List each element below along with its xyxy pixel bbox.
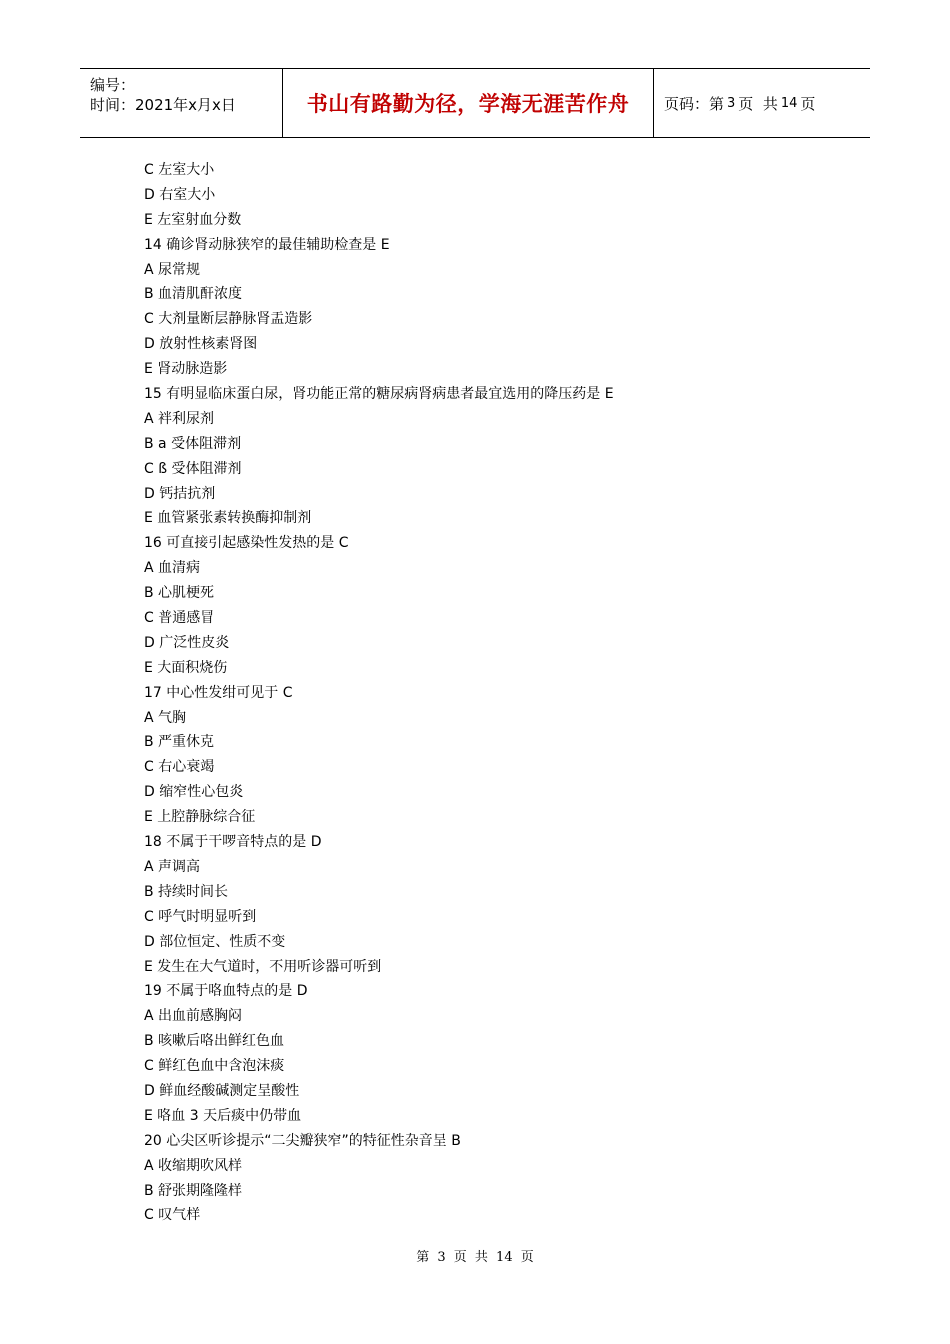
- page-mid: 页 共: [738, 94, 778, 113]
- page-header: [80, 68, 870, 138]
- text-line: C 右心衰竭: [144, 759, 215, 776]
- text-line: D 钙拮抗剂: [144, 485, 216, 502]
- text-line: C 普通感冒: [144, 610, 215, 627]
- number-label: 编号：: [90, 76, 136, 94]
- page-label: 页码：第: [664, 94, 725, 113]
- text-line: A 尿常规: [144, 261, 201, 278]
- page-footer: 第 3 页 共 14 页: [416, 1250, 534, 1265]
- text-line: C 大剂量断层静脉肾盂造影: [144, 311, 313, 328]
- text-line: D 放射性核素肾图: [144, 336, 258, 353]
- text-line: B 血清肌酐浓度: [144, 286, 243, 303]
- page-end: 页: [800, 94, 816, 113]
- text-line: D 鲜血经酸碱测定呈酸性: [144, 1082, 300, 1099]
- time-label: 时间：2021年x月x日: [90, 96, 236, 114]
- text-line: C 左室大小: [144, 162, 215, 178]
- text-line: C 鲜红色血中含泡沫痰: [144, 1058, 285, 1075]
- question-content: [144, 158, 844, 1228]
- text-line: B 持续时间长: [144, 883, 229, 900]
- text-line: B a 受体阻滞剂: [144, 435, 242, 452]
- page-current: 3: [727, 95, 736, 111]
- text-line: D 右室大小: [144, 186, 216, 203]
- text-line: E 上腔静脉综合征: [144, 809, 256, 826]
- text-line: E 大面积烧伤: [144, 659, 228, 676]
- text-line: A 袢利尿剂: [144, 410, 215, 427]
- text-line: B 咳嗽后咯出鲜红色血: [144, 1033, 285, 1050]
- motto: 书山有路勤为径，学海无涯苦作舟: [306, 91, 630, 116]
- text-line: E 左室射血分数: [144, 211, 242, 228]
- text-line: A 气胸: [144, 709, 187, 726]
- text-line: E 肾动脉造影: [144, 361, 228, 378]
- text-line: 20 心尖区听诊提示“二尖瓣狭窄”的特征性杂音呈 B: [144, 1132, 461, 1149]
- text-line: 14 确诊肾动脉狭窄的最佳辅助检查是 E: [144, 236, 390, 253]
- text-line: E 发生在大气道时，不用听诊器可听到: [144, 958, 382, 975]
- text-line: 19 不属于咯血特点的是 D: [144, 983, 308, 1000]
- header-page-info: [654, 69, 870, 137]
- text-line: B 心肌梗死: [144, 585, 215, 602]
- text-line: 18 不属于干啰音特点的是 D: [144, 834, 322, 851]
- text-line: E 咯血 3 天后痰中仍带血: [144, 1107, 302, 1124]
- text-line: A 收缩期吹风样: [144, 1157, 243, 1174]
- header-motto-cell: [282, 69, 654, 137]
- text-line: A 声调高: [144, 858, 201, 875]
- text-line: 17 中心性发绀可见于 C: [144, 684, 293, 701]
- text-line: C 呼气时明显听到: [144, 908, 257, 925]
- text-line: D 缩窄性心包炎: [144, 784, 244, 801]
- text-line: D 部位恒定、性质不变: [144, 933, 286, 950]
- text-line: D 广泛性皮炎: [144, 634, 230, 651]
- text-line: C 叹气样: [144, 1207, 201, 1224]
- text-line: B 舒张期隆隆样: [144, 1182, 243, 1199]
- text-line: C ß 受体阻滞剂: [144, 460, 242, 477]
- text-line: 15 有明显临床蛋白尿，肾功能正常的糖尿病肾病患者最宜选用的降压药是 E: [144, 386, 614, 403]
- text-line: A 出血前感胸闷: [144, 1008, 243, 1025]
- header-meta: [80, 69, 282, 137]
- text-line: E 血管紧张素转换酶抑制剂: [144, 510, 312, 527]
- text-line: B 严重休克: [144, 734, 215, 751]
- page-total: 14: [780, 95, 798, 111]
- text-line: 16 可直接引起感染性发热的是 C: [144, 535, 349, 552]
- text-line: A 血清病: [144, 560, 201, 577]
